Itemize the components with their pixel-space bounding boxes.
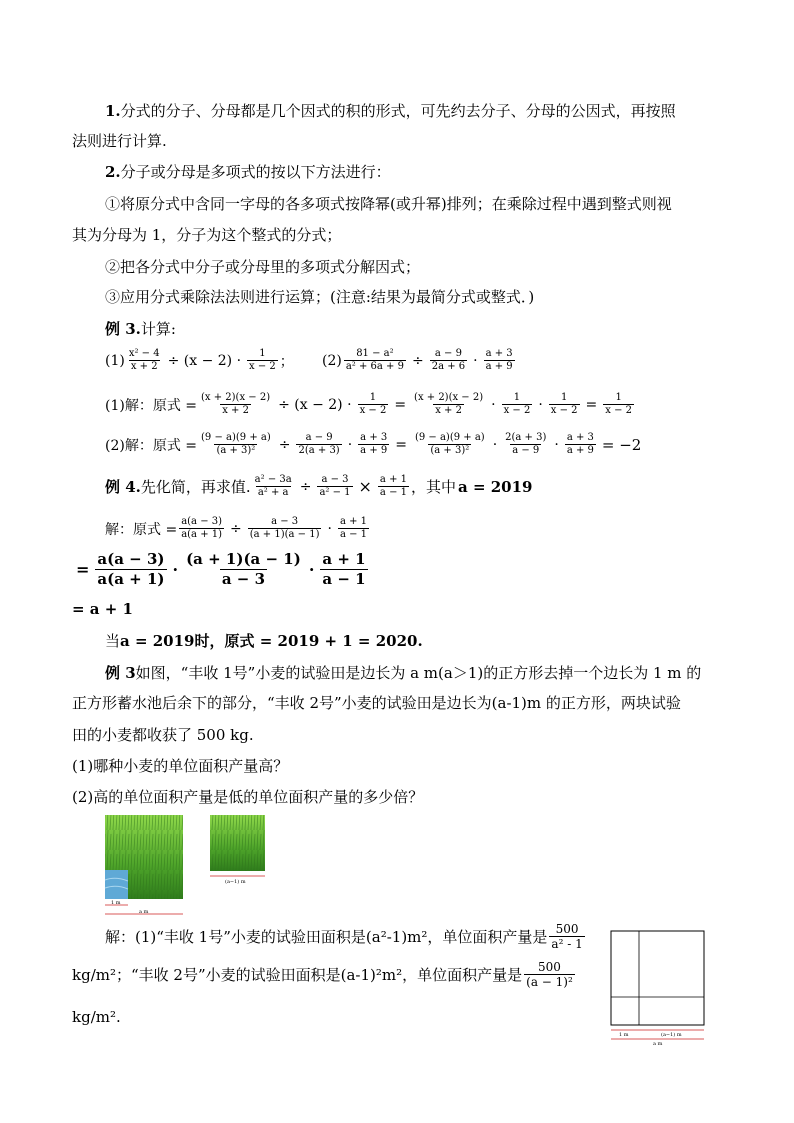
denominator: x + 2 [435, 405, 462, 416]
question-label: (1) [105, 352, 125, 369]
fraction [603, 392, 634, 417]
para-1-line-1 [105, 100, 676, 122]
para-5: ③应用分式乘除法法则进行运算；(注意:结果为最简分式或整式．) [105, 288, 535, 306]
numerator: (x + 2)(x − 2) [201, 392, 271, 403]
final-math: a = 2019 [120, 632, 195, 650]
numerator: (x + 2)(x − 2) [414, 392, 484, 403]
operator: · [172, 560, 179, 579]
fraction [248, 516, 322, 541]
operator: · [538, 396, 543, 413]
wheat-problem-line-3: 田的小麦都收获了 500 kg. [72, 726, 254, 744]
para-2 [105, 161, 391, 183]
denominator: x + 2 [130, 361, 158, 372]
fraction [484, 348, 515, 373]
wheat-problem-line-2: 正方形蓄水池后余下的部分，“丰收 2号”小麦的试验田是边长为(a-1)m 的正方形，两块试验 [72, 694, 681, 712]
numerator: 1 [615, 392, 622, 403]
operator: · [347, 436, 353, 453]
wheat-solution-line-2 [72, 960, 577, 989]
final-text: 当 [105, 632, 121, 650]
para-1-line-2: 法则进行计算. [72, 132, 167, 150]
label-a-minus-1-right: (a−1) m [661, 1032, 682, 1038]
problem-text: 如图，“丰收 1号”小麦的试验田是边长为 a m(a＞1)的正方形去掉一个边长为 1 m 的 [135, 664, 702, 682]
label-a-minus-1: (a−1) m [225, 879, 246, 885]
operator: · [327, 520, 332, 537]
operator: · [554, 436, 559, 453]
operator: · [491, 396, 496, 413]
fraction [378, 474, 409, 499]
fraction [127, 348, 162, 373]
operator: ÷ (x − 2) · [278, 396, 352, 413]
fraction [524, 960, 575, 989]
operator: ÷ [299, 478, 312, 495]
outer-square [611, 931, 704, 1025]
fraction [247, 348, 278, 373]
square-diagram [606, 928, 712, 1048]
numerator: a(a − 3) [181, 516, 223, 527]
para-text: 分式的分子、分母都是几个因式的积的形式，可先约去分子、分母的公因式，再按照 [120, 102, 676, 120]
wheat-question-1: (1)哪种小麦的单位面积产量高？ [72, 757, 289, 775]
denominator: (a + 3)² [216, 445, 256, 456]
numerator: a + 3 [566, 432, 594, 443]
denominator: a + 9 [360, 445, 388, 456]
item-number: 2. [105, 163, 121, 181]
condition-text: ，其中 [410, 478, 456, 496]
fraction [95, 550, 166, 589]
fraction [317, 474, 352, 499]
numerator: x² − 4 [128, 348, 160, 359]
numerator: 1 [259, 348, 266, 359]
operator: = [76, 560, 90, 579]
wheat-question-2: (2)高的单位面积产量是低的单位面积产量的多少倍？ [72, 788, 424, 806]
denominator: a − 3 [221, 570, 266, 588]
denominator: a + 9 [485, 361, 513, 372]
fraction [412, 392, 485, 417]
wheat-problem-line-1 [105, 662, 701, 684]
denominator: (a + 3)² [430, 445, 470, 456]
label-1m: 1 m [111, 900, 121, 906]
denominator: a(a + 1) [181, 529, 223, 540]
operator: · [473, 352, 478, 369]
operator: ÷ [411, 352, 424, 369]
fraction [502, 392, 533, 417]
denominator: 2(a + 3) [298, 445, 340, 456]
numerator: a + 1 [339, 516, 367, 527]
fraction [344, 348, 406, 373]
numerator: a − 9 [434, 348, 462, 359]
denominator: x − 2 [359, 405, 387, 416]
example-label: 例 3. [105, 320, 141, 338]
fraction [565, 432, 596, 457]
example-text: 计算: [140, 320, 176, 338]
numerator: a − 3 [271, 516, 299, 527]
denominator: (a + 1)(a − 1) [249, 529, 320, 540]
operator: · [308, 560, 315, 579]
label-am-right: a m [653, 1041, 663, 1047]
operator: = [394, 396, 407, 413]
fraction [253, 474, 294, 499]
numerator: 500 [555, 922, 579, 936]
numerator: a + 3 [485, 348, 513, 359]
denominator: a − 1 [339, 529, 367, 540]
denominator: a² + 6a + 9 [345, 361, 404, 372]
wheat-solution-line-3: kg/m². [72, 1008, 121, 1026]
operator: ÷ [230, 520, 242, 537]
solution-lead: (1)解：原式 = [105, 397, 198, 414]
punctuation: ； [279, 353, 294, 370]
example-text: 先化简，再求值. [140, 478, 251, 496]
example-4-solution-step-2 [72, 550, 370, 589]
numerator: a + 3 [360, 432, 388, 443]
solution-1 [105, 392, 636, 417]
condition-math: a = 2019 [458, 477, 533, 496]
denominator: a − 9 [512, 445, 540, 456]
denominator: x − 2 [605, 405, 633, 416]
final-result: 时，原式 = 2019 + 1 = 2020. [194, 632, 423, 650]
numerator: a − 3 [321, 474, 349, 485]
solution-lead: 解：原式 = [105, 521, 178, 538]
label-am: a m [139, 909, 149, 915]
numerator: 81 − a² [356, 348, 394, 359]
fraction [199, 392, 272, 417]
solution-text: 解：(1)“丰收 1号”小麦的试验田面积是(a²-1)m²，单位面积产量是 [105, 928, 548, 946]
operator: × [358, 477, 372, 496]
numerator: (9 − a)(9 + a) [414, 432, 485, 443]
operator: ÷ [278, 436, 291, 453]
denominator: a(a + 1) [97, 570, 165, 588]
numerator: a + 1 [322, 550, 366, 568]
numerator: a + 1 [379, 474, 407, 485]
denominator: x − 2 [503, 405, 531, 416]
question-2 [322, 348, 517, 373]
fraction [358, 392, 389, 417]
fraction [430, 348, 467, 373]
denominator: x − 2 [550, 405, 578, 416]
denominator: (a − 1)² [526, 975, 573, 989]
item-number: 1. [105, 102, 121, 120]
numerator: 1 [513, 392, 521, 403]
question-label: (2) [322, 352, 342, 369]
fraction [549, 922, 584, 951]
operator: = [395, 436, 407, 453]
numerator: 2(a + 3) [505, 432, 547, 443]
denominator: x + 2 [222, 405, 249, 416]
label-1m-right: 1 m [619, 1032, 629, 1038]
para-3-line-1: ①将原分式中含同一字母的各多项式按降幂(或升幂)排列；在乘除过程中遇到整式则视 [105, 195, 672, 213]
example-3-heading [105, 318, 176, 340]
wheat-field-figure [100, 810, 290, 920]
solution-text: kg/m²；“丰收 2号”小麦的试验田面积是(a-1)²m²，单位面积产量是 [72, 966, 523, 984]
numerator: (9 − a)(9 + a) [201, 432, 271, 443]
fraction [549, 392, 580, 417]
denominator: 2a + 6 [431, 361, 466, 372]
example-4-final [105, 630, 423, 652]
fraction [179, 516, 224, 541]
para-4: ②把各分式中分子或分母里的多项式分解因式； [105, 258, 421, 276]
solution-lead: (2)解：原式 = [105, 437, 198, 454]
numerator: a − 9 [305, 432, 333, 443]
example-label: 例 4. [105, 478, 141, 496]
result: = −2 [601, 435, 642, 454]
denominator: a² - 1 [551, 937, 583, 951]
denominator: x − 2 [249, 361, 276, 372]
denominator: a − 1 [322, 570, 366, 588]
example-4-solution-step-1 [105, 516, 371, 541]
question-1 [105, 348, 294, 373]
numerator: 500 [538, 960, 561, 974]
denominator: a² − 1 [319, 487, 351, 498]
numerator: (a + 1)(a − 1) [186, 550, 301, 568]
wheat-solution-line-1 [105, 922, 587, 951]
numerator: a² − 3a [254, 474, 292, 485]
example-4-heading [105, 474, 532, 499]
example-4-solution-step-3: = a + 1 [72, 600, 133, 618]
example-label: 例 3 [105, 664, 136, 682]
denominator: a² + a [257, 487, 289, 498]
operator: · [492, 436, 498, 453]
fraction [413, 432, 487, 457]
fraction [184, 550, 303, 589]
numerator: 1 [560, 392, 568, 403]
denominator: a + 9 [566, 445, 594, 456]
para-3-line-2: 其为分母为 1，分子为这个整式的分式； [72, 226, 342, 244]
operator: ÷ (x − 2) · [167, 352, 242, 369]
para-text: 分子或分母是多项式的按以下方法进行： [120, 163, 391, 181]
fraction [199, 432, 273, 457]
fraction [320, 550, 367, 589]
solution-2 [105, 432, 645, 457]
fraction [358, 432, 389, 457]
pond-image [105, 870, 128, 899]
numerator: a(a − 3) [97, 550, 165, 568]
fraction [503, 432, 548, 457]
operator: = [585, 396, 598, 413]
fraction [296, 432, 341, 457]
fraction [338, 516, 369, 541]
denominator: a − 1 [379, 487, 407, 498]
numerator: 1 [369, 392, 377, 403]
